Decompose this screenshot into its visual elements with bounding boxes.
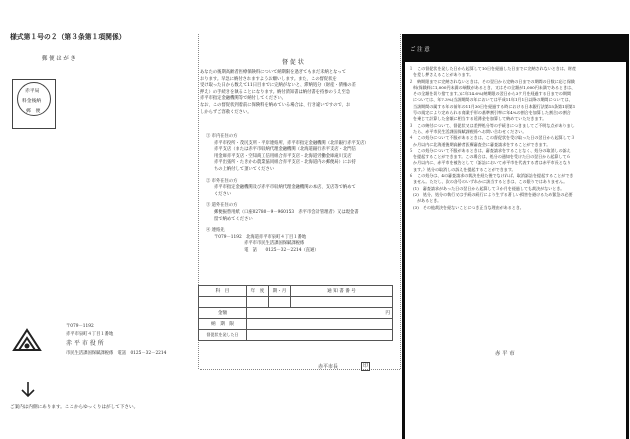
guidance-line: 号の規定により定められる商業手形の基準割引率に年4%の割合を加算した割合)の割合 <box>409 110 571 116</box>
form-heading: 様式第１号の２（第３条第１項関係） <box>10 33 126 41</box>
guidance-line: を提起することができます。この場合は、処分の通知を受けた日の翌日から起算して６ <box>409 154 571 160</box>
item-in-city: ① 市内在住の方 赤平市役所・茂尻支所・平岸連絡所、赤平市指定金融機関（北洋銀行赤平支店） 赤平支店（または赤平市収納代理金融機関（北海道銀行赤平支店・北門信 用金庫赤平支店・空知商工信用組合赤平支店・北海道労働金庫滝川支店 赤平出張所・たきかわ農業協同組合赤平支店・北海道内の郵便局）にお持 ちの上納付して頂いてください <box>206 134 369 172</box>
notice-intro <box>200 70 398 116</box>
guidance-line: ２ 納期限までに完納されないときは、その翌日から完納の日までの期間の日数に応じ保険 <box>409 78 575 84</box>
col-period: 期・月 <box>269 286 291 297</box>
guidance-line: を乗じて計算した金額に相当する延滞金を加算して納めていただきます。 <box>409 116 547 122</box>
guidance-line: ４ この処分について不服があるときは、この督促状を受け取った日の翌日から起算して３ <box>409 135 575 141</box>
sender-city-name: 赤 平 市 役 所 <box>66 340 104 347</box>
row-amount-label: 金額 <box>199 308 247 319</box>
guidance-line: たら、赤平市民生活課国保賦課税係へお問い合わせください。 <box>409 128 527 134</box>
item-outside-prefecture: ③ 道外在住の方 郵便振替用紙（口座02780－9－960153 赤平市会計管理者）又は現金書 留で納めてください <box>206 203 359 222</box>
postcard-label: 郵 便 は が き <box>42 56 76 62</box>
item-outside-city: ② 市外在住の方 赤平市指定金融機関及び赤平市収納代理金融機関の本店、支店等で納めて ください <box>206 178 356 197</box>
guidance-line: その全額を切り捨てます。)に年14.6%(納期限の翌日から3ケ月を経過する日までの期間 <box>409 91 571 97</box>
row-amount-value: 円 <box>247 308 393 319</box>
guidance-line: を差し押さえることがあります。 <box>409 72 474 78</box>
guidance-footer <box>405 374 626 439</box>
payment-locations <box>206 134 398 255</box>
sender-address: 赤平市泉町４丁目１番地 <box>66 332 114 337</box>
guidance-line: ６ この処分は、4の審査請求の裁決を経た後でなければ、取消訴訟を提起することができ <box>409 173 574 179</box>
row-issued-label: 督促状を発した日 <box>199 330 247 341</box>
stamp-line1: 赤平局 <box>25 89 40 94</box>
intro-line: しからずご容赦ください。 <box>200 109 252 115</box>
row-deadline-label: 納 期 限 <box>199 319 247 330</box>
guidance-line: １ この督促状を発した日から起算して10日を経過した日までに完納されないときは、財産 <box>409 66 577 71</box>
guidance-line: ません。ただし、次の各号のいずれかに該当するときは、この限りではありません。 <box>409 179 568 185</box>
cell-subject <box>199 297 247 308</box>
guidance-line: ３ この納付について、督促状又は差押処分等の手続きにつきましてご不明な点がありまし <box>409 122 575 128</box>
guidance-line: (2) 処分、処分の執行又は手続の続行により生ずる著しい損害を避けるため緊急の必要 <box>409 191 573 197</box>
guidance-line: (1) 審査請求があった日の翌日から起算して３か月を経過しても裁決がないとき。 <box>409 185 565 191</box>
intro-line: あなたの後期高齢者医療保険料について納期限を過ぎてもまだ未納となって <box>200 70 347 75</box>
guidance-title: ご 注 意 <box>410 47 430 53</box>
intro-line: 押え）の手続きを執ることになります。納付済知書は納付書を持参のうえ至急 <box>200 89 351 95</box>
guidance-line: ５ この処分について不服があるときは、審査請求をすることなく、処分の取消しの訴え <box>409 147 571 153</box>
guidance-signature: 赤 平 市 <box>495 351 515 357</box>
city-emblem-icon <box>10 322 44 356</box>
mayor-seal: 印 <box>363 363 369 369</box>
guidance-line: ます。）処分の取消しの訴えを提起することができます。 <box>409 166 516 172</box>
guidance-line: 料(保険料に1,000円未満の端数があるとき、又はその全額が1,000円未満であるときは、 <box>409 84 576 90</box>
item-contact: ④ 連絡先 〒079－1192 北海道赤平市泉町４丁目１番地 赤平市市民生活課国保賦課税係 電 話 0125－32－2214（直通） <box>206 228 319 253</box>
col-subject: 科 目 <box>199 286 247 297</box>
intro-line: おります。早急に納付されますようお願いします。また、この督促状を <box>200 76 337 82</box>
fold-line-right <box>400 34 401 369</box>
notice-title: 督 促 状 <box>282 59 304 66</box>
intro-line: 赤平市指定金融機関等で納付してください。 <box>200 96 286 102</box>
guidance-line: (3) その他裁決を経ないことにつき正当な理由があるとき。 <box>409 204 524 210</box>
mayor-name: 赤平市長 <box>318 364 339 370</box>
guidance-body <box>409 66 624 211</box>
stamp-line3: 郵 便 <box>26 109 41 114</box>
peel-instructions: ご案内は内側にあります。ここからゆっくりはがして下さい。 <box>10 405 139 410</box>
sender-zip: 〒079－1192 <box>66 324 94 329</box>
billing-table <box>198 285 393 341</box>
stamp-line2: 料金後納 <box>22 99 42 104</box>
intro-line: 受け取った日から数えて11日目までに完納がないと、滞納処分（財産・債権の差 <box>200 83 356 89</box>
guidance-line: については、年7.3%(当該期間の年においては平成11年1月1日以降の期間については、 <box>409 97 573 103</box>
guidance-line: か月以内に北海道後期高齢者医療審査会に審査請求をすることができます。 <box>409 141 551 147</box>
col-notice-number: 通 知 書 番 号 <box>291 286 393 297</box>
guidance-line: 当該期間の属する年の前年の11月30日を経過する時における日本銀行法第15条第1項第1 <box>409 103 576 109</box>
guidance-line: か月以内に、赤平市を被告として（訴訟において赤平市を代表する者は赤平市長となり <box>409 160 571 166</box>
sender-dept: 市民生活課国保賦課税係 電話 0125－32－2214 <box>66 351 167 356</box>
col-year: 年 度 <box>247 286 269 297</box>
peel-arrow-icon <box>18 380 38 400</box>
guidance-line: があるとき。 <box>409 198 442 204</box>
intro-line: なお、この督促状到着前に保険料を納めている場合は、行き違いですので、お <box>200 102 351 108</box>
